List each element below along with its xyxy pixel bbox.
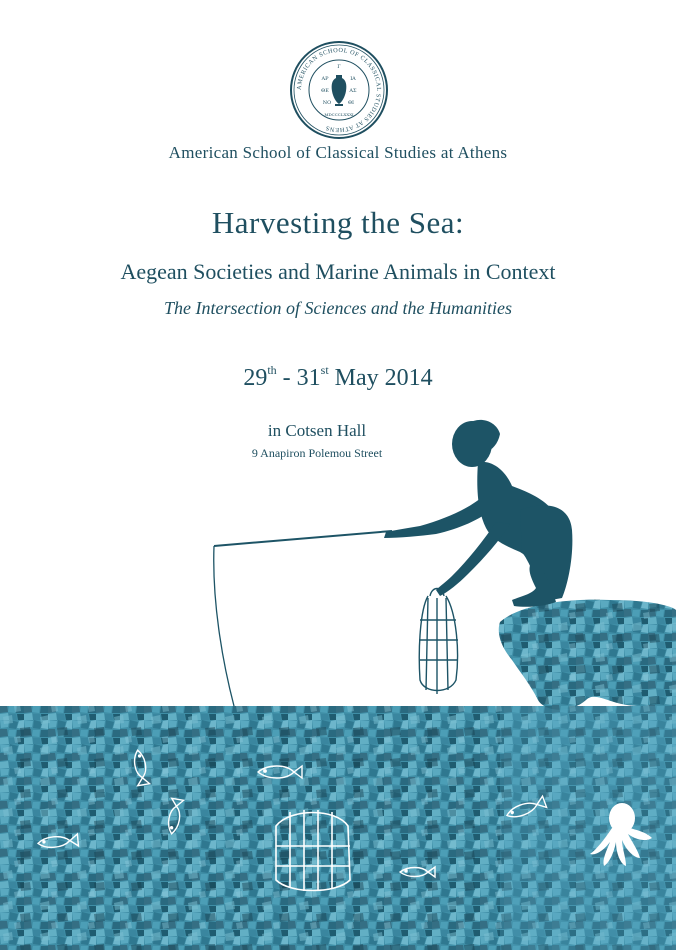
fisherman-figure (384, 420, 572, 607)
svg-text:ΘΕ: ΘΕ (321, 88, 329, 94)
poster-tagline: The Intersection of Sciences and the Humanities (164, 298, 512, 318)
svg-text:ΝΟ: ΝΟ (322, 100, 332, 106)
svg-text:Γ: Γ (337, 64, 341, 70)
svg-text:ΑΣ: ΑΣ (349, 88, 357, 94)
svg-text:ΙΑ: ΙΑ (350, 76, 356, 82)
poster-title: Harvesting the Sea: (211, 205, 465, 240)
month-year: May 2014 (328, 365, 433, 391)
end-day: 31 (296, 365, 321, 391)
end-day-suffix: st (320, 363, 329, 377)
seal-year: MDCCCLXXXI (324, 112, 354, 117)
poster-subtitle: Aegean Societies and Marine Animals in Context (120, 259, 556, 284)
start-day: 29 (243, 365, 268, 391)
svg-text:ΑΡ: ΑΡ (321, 76, 329, 82)
venue-name: in Cotsen Hall (267, 421, 367, 440)
date-separator: - (276, 365, 297, 391)
start-day-suffix: th (267, 363, 277, 377)
institution-name: American School of Classical Studies at Athens (168, 143, 508, 162)
svg-text:ΘΙ: ΘΙ (347, 100, 355, 106)
venue-address: 9 Anapiron Polemou Street (251, 446, 383, 460)
basket-icon (419, 589, 458, 695)
seal-ring-text: AMERICAN SCHOOL OF CLASSICAL STUDIES AT ATHENS (295, 46, 383, 134)
